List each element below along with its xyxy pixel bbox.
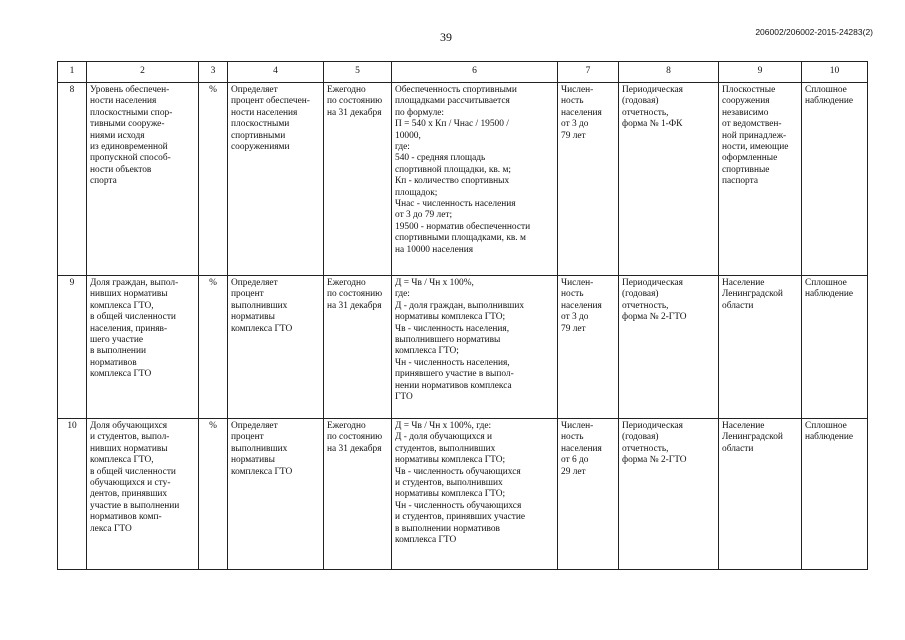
method-cell: Д = Чв / Чн х 100%, где: Д - доля обучающихся и студентов, выполнивших нормативы комплекса ГТО; Чв - численность обучающихся и студентов, выполнивших нормативы комплекса ГТО; Чн - численность обучающихся и студентов, принявших участие в выполнении нормативов комплекса ГТО: [392, 419, 558, 570]
header-cell: 3: [199, 62, 228, 83]
definition-cell: Определяет процент обеспечен- ности населения плоскостными спортивными сооружениями: [228, 83, 324, 276]
org-cell: Плоскостные сооружения независимо от ведомствен- ной принадлеж- ности, имеющие оформленные спортивные паспорта: [719, 83, 802, 276]
population-cell: Числен- ность населения от 3 до 79 лет: [558, 276, 619, 419]
periodicity-cell: Ежегодно по состоянию на 31 декабря: [324, 83, 392, 276]
page-number: 39: [440, 30, 452, 44]
row-number: 10: [58, 419, 87, 570]
source-cell: Периодическая (годовая) отчетность, форма № 2-ГТО: [619, 276, 719, 419]
row-number: 8: [58, 83, 87, 276]
method-cell: Д = Чв / Чн х 100%, где: Д - доля граждан, выполнивших нормативы комплекса ГТО; Чв - численность населения, выполнившего нормативы комплекса ГТО; Чн - численность населения, принявшего участие в выпол- нении нормативов комплекса ГТО: [392, 276, 558, 419]
table-row: [58, 419, 868, 570]
org-cell: Население Ленинградской области: [719, 419, 802, 570]
unit-cell: %: [199, 276, 228, 419]
population-cell: Числен- ность населения от 6 до 29 лет: [558, 419, 619, 570]
table-row: [58, 276, 868, 419]
header-cell: 9: [719, 62, 802, 83]
indicator-name: Доля граждан, выпол- нивших нормативы комплекса ГТО, в общей численности населения, приняв- шего участие в выполнении нормативов комплекса ГТО: [87, 276, 199, 419]
header-cell: 7: [558, 62, 619, 83]
header-cell: 6: [392, 62, 558, 83]
header-cell: 10: [802, 62, 868, 83]
population-cell: Числен- ность населения от 3 до 79 лет: [558, 83, 619, 276]
org-cell: Население Ленинградской области: [719, 276, 802, 419]
periodicity-cell: Ежегодно по состоянию на 31 декабря: [324, 419, 392, 570]
indicators-table: [57, 61, 868, 570]
document-id: 206002/206002-2015-24283(2): [755, 27, 873, 37]
coverage-cell: Сплошное наблюдение: [802, 83, 868, 276]
table-row: [58, 83, 868, 276]
indicator-name: Уровень обеспечен- ности населения плоскостными спор- тивными сооруже- ниями исходя из единовременной пропускной способ- ности объектов спорта: [87, 83, 199, 276]
unit-cell: %: [199, 419, 228, 570]
unit-cell: %: [199, 83, 228, 276]
coverage-cell: Сплошное наблюдение: [802, 419, 868, 570]
indicator-name: Доля обучающихся и студентов, выпол- нивших нормативы комплекса ГТО, в общей численности обучающихся и сту- дентов, принявших участие в выполнении нормативов комп- лекса ГТО: [87, 419, 199, 570]
header-cell: 4: [228, 62, 324, 83]
header-cell: 2: [87, 62, 199, 83]
source-cell: Периодическая (годовая) отчетность, форма № 2-ГТО: [619, 419, 719, 570]
definition-cell: Определяет процент выполнивших нормативы комплекса ГТО: [228, 419, 324, 570]
header-cell: 5: [324, 62, 392, 83]
table-header-row: [58, 62, 868, 83]
source-cell: Периодическая (годовая) отчетность, форма № 1-ФК: [619, 83, 719, 276]
periodicity-cell: Ежегодно по состоянию на 31 декабря: [324, 276, 392, 419]
header-cell: 8: [619, 62, 719, 83]
row-number: 9: [58, 276, 87, 419]
header-cell: 1: [58, 62, 87, 83]
definition-cell: Определяет процент выполнивших нормативы комплекса ГТО: [228, 276, 324, 419]
method-cell: Обеспеченность спортивными площадками рассчитывается по формуле: П = 540 х Кп / Чнас / 19500 / 10000, где: 540 - средняя площадь спортивной площадки, кв. м; Кп - количество спортивных площадок; Чнас - численность населения от 3 до 79 лет; 19500 - норматив обеспеченности спортивными площадками, кв. м на 10000 населения: [392, 83, 558, 276]
coverage-cell: Сплошное наблюдение: [802, 276, 868, 419]
